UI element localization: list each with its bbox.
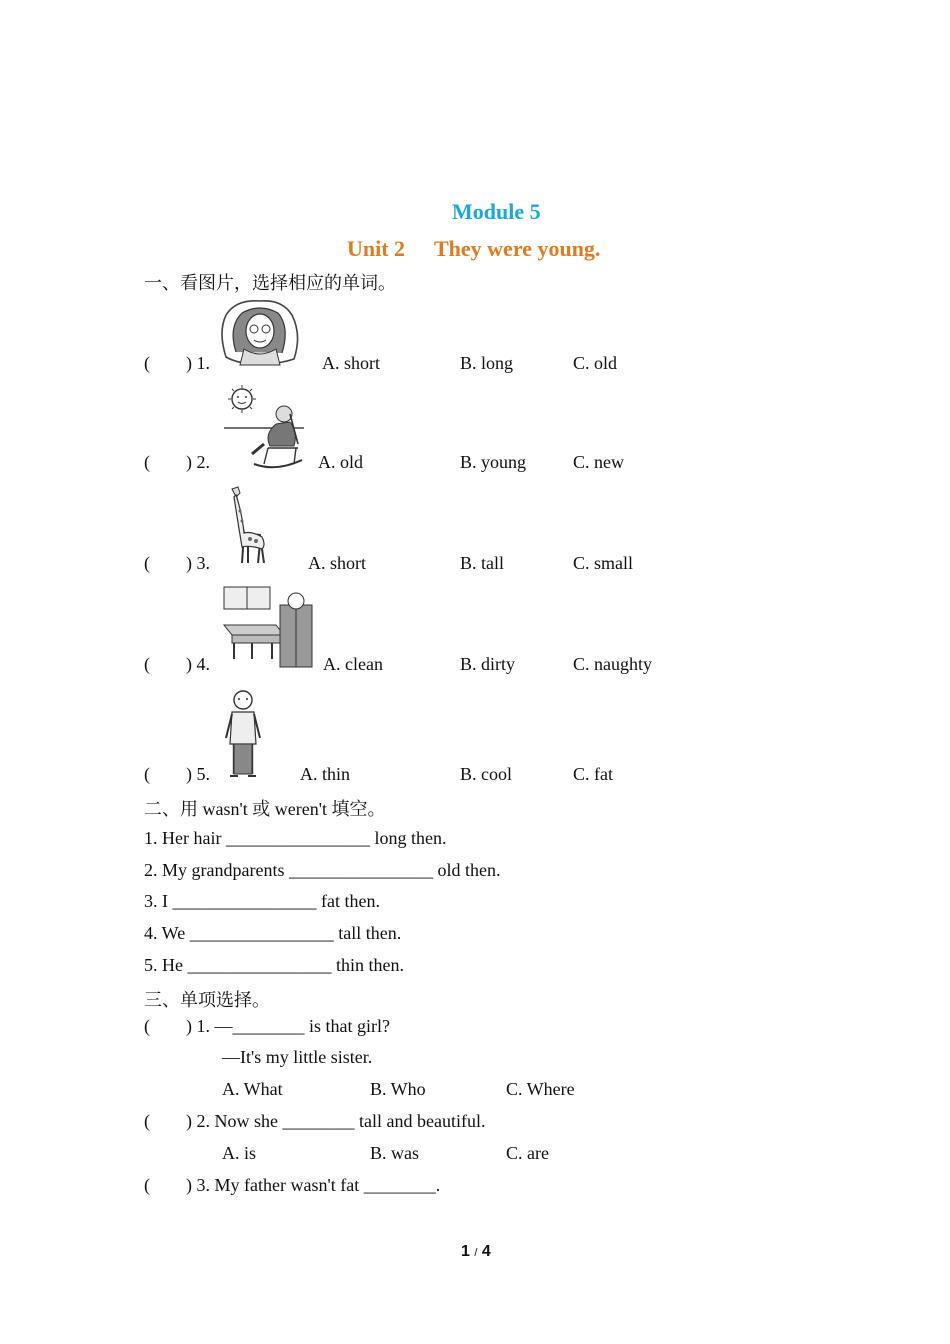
unit-title: They were young. [434, 236, 601, 261]
fill-line-5: 5. He ________________ thin then. [144, 955, 404, 975]
page-current: 1 [461, 1243, 470, 1260]
giraffe-image [222, 483, 268, 567]
q3-option-b[interactable]: B. tall [460, 553, 504, 573]
q1-number: ) 1. [186, 353, 210, 373]
q5-option-b[interactable]: B. cool [460, 764, 512, 784]
q5-option-a[interactable]: A. thin [300, 764, 351, 784]
thin-man-image [222, 688, 264, 780]
s3-q3-stem: ) 3. My father wasn't fat ________. [186, 1175, 441, 1195]
q3-option-a[interactable]: A. short [308, 553, 366, 573]
q1-option-a[interactable]: A. short [322, 353, 380, 373]
q1-option-b[interactable]: B. long [460, 353, 514, 373]
s3-q1-stem: ) 1. —________ is that girl? [186, 1016, 390, 1036]
s3-q1-paren: ( [144, 1016, 150, 1036]
s3-q1-option-c[interactable]: C. Where [506, 1079, 575, 1099]
s3-q1-option-b[interactable]: B. Who [370, 1079, 426, 1099]
section2-heading: 二、用 wasn't 或 weren't 填空。 [144, 799, 386, 819]
s3-q1-reply: —It's my little sister. [222, 1047, 373, 1067]
q4-option-b[interactable]: B. dirty [460, 654, 516, 674]
page-total: 4 [481, 1243, 491, 1260]
q2-paren: ( [144, 452, 150, 472]
module-title: Module 5 [452, 199, 541, 224]
fill-line-4: 4. We ________________ tall then. [144, 923, 402, 943]
s3-q2-stem: ) 2. Now she ________ tall and beautiful. [186, 1111, 486, 1131]
old-man-rocking-chair-image [224, 384, 304, 470]
q2-option-a[interactable]: A. old [318, 452, 363, 472]
q4-option-a[interactable]: A. clean [323, 654, 383, 674]
q3-option-c[interactable]: C. small [573, 553, 634, 573]
q3-number: ) 3. [186, 553, 210, 573]
q5-paren: ( [144, 764, 150, 784]
page-number [461, 1243, 491, 1261]
fill-line-2: 2. My grandparents ________________ old then. [144, 860, 501, 880]
s3-q1-option-a[interactable]: A. What [222, 1079, 283, 1099]
q5-option-c[interactable]: C. fat [573, 764, 613, 784]
q1-paren: ( [144, 353, 150, 373]
section3-heading: 三、单项选择。 [144, 990, 270, 1010]
q2-number: ) 2. [186, 452, 210, 472]
fill-line-1: 1. Her hair ________________ long then. [144, 828, 447, 848]
q3-paren: ( [144, 553, 150, 573]
page-separator: / [474, 1247, 478, 1259]
q4-option-c[interactable]: C. naughty [573, 654, 652, 674]
s3-q3-paren: ( [144, 1175, 150, 1195]
s3-q2-paren: ( [144, 1111, 150, 1131]
q4-number: ) 4. [186, 654, 210, 674]
kitchen-image [222, 585, 314, 669]
section1-heading: 一、看图片，选择相应的单词。 [144, 273, 396, 293]
s3-q2-option-a[interactable]: A. is [222, 1143, 257, 1163]
q2-option-b[interactable]: B. young [460, 452, 527, 472]
unit-label: Unit 2 [347, 236, 406, 261]
q1-option-c[interactable]: C. old [573, 353, 618, 373]
q5-number: ) 5. [186, 764, 210, 784]
fill-line-3: 3. I ________________ fat then. [144, 891, 380, 911]
q4-paren: ( [144, 654, 150, 674]
s3-q2-option-b[interactable]: B. was [370, 1143, 419, 1163]
q2-option-c[interactable]: C. new [573, 452, 624, 472]
girl-long-hair-image [216, 297, 304, 367]
s3-q2-option-c[interactable]: C. are [506, 1143, 549, 1163]
